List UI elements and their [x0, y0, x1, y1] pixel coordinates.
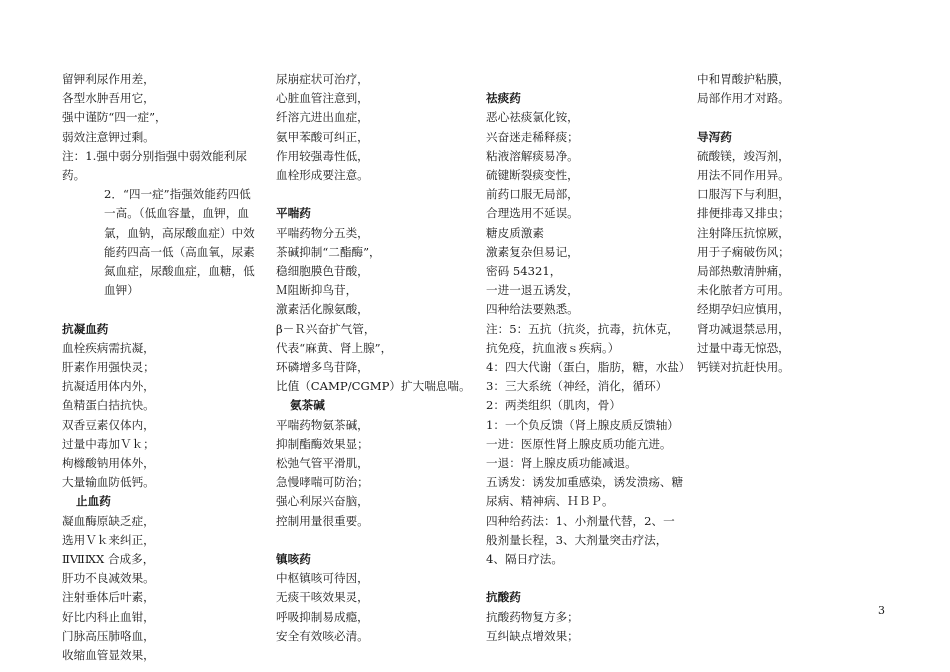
- text-line: 急慢哮喘可防治；: [276, 475, 369, 490]
- text-line: 平喘药物氨茶碱，: [276, 417, 369, 432]
- text-line: 用于子痫破伤风；: [697, 244, 790, 259]
- text-line: 局部作用才对路。: [697, 91, 790, 106]
- text-line: 收缩血管显效果，: [62, 648, 155, 663]
- text-line: 大量输血防低钙。: [62, 475, 155, 490]
- text-line: 硫键断裂痰变性，: [486, 168, 579, 182]
- text-line: 硫酸镁，竣泻剂，: [697, 148, 790, 163]
- text-line: 凝血酶原缺乏症，: [62, 513, 155, 528]
- text-line: Ｍ阻断抑鸟苷，: [276, 283, 358, 298]
- blank-line: [486, 569, 686, 588]
- section-heading: 祛痰药: [486, 91, 521, 106]
- text-line: 用法不同作用异。: [697, 168, 790, 182]
- text-line: 2：两类组织（肌肉，骨）: [486, 398, 621, 413]
- blank-line: [62, 300, 262, 319]
- text-line: 鱼精蛋白拮抗快。: [62, 398, 155, 413]
- text-line: 注射降压抗惊厥，: [697, 225, 790, 240]
- text-line: 代表“麻黄、肾上腺”，: [276, 340, 393, 355]
- text-line: 平喘药物分五类，: [276, 225, 369, 240]
- text-line: 五诱发：诱发加重感染，诱发溃疡、糖尿病、精神病、ＨＢＰ。: [486, 475, 684, 509]
- text-line: 弱效注意钾过剩。: [62, 129, 155, 144]
- text-line: 枸橼酸钠用体外，: [62, 456, 155, 471]
- text-line: 粘液溶解痰易净。: [486, 148, 579, 163]
- text-line: 注：1.强中弱分别指强中弱效能利尿药。: [62, 148, 247, 183]
- blank-line: [486, 70, 686, 89]
- text-line: 一进一退五诱发，: [486, 283, 579, 298]
- text-line: 合理选用不延误。: [486, 206, 579, 221]
- text-line: 心脏血管注意到，: [276, 91, 369, 106]
- text-line: 兴奋迷走稀释痰；: [486, 129, 579, 144]
- text-line: 无痰干咳效果灵，: [276, 590, 369, 605]
- text-line: 密码 54321，: [486, 264, 562, 279]
- text-line: 一进：医原性肾上腺皮质功能亢进。: [486, 436, 672, 451]
- text-line: 注：5：五抗（抗炎，抗毒，抗休克，抗免疫，抗血液ｓ疾病。）: [486, 321, 679, 355]
- text-line: 各型水肿吾用它，: [62, 91, 155, 106]
- text-line: 留钾利尿作用差，: [62, 72, 155, 86]
- text-column-3: [486, 70, 691, 646]
- section-heading: 镇咳药: [276, 552, 311, 567]
- text-column-2: [276, 70, 486, 646]
- section-heading: 氨茶碱: [290, 398, 325, 413]
- text-line: 激素复杂但易记，: [486, 244, 579, 259]
- text-line: 血栓疾病需抗凝，: [62, 340, 155, 355]
- text-line: 过量中毒无惊恐，: [697, 340, 790, 355]
- text-line: 纤溶亢进出血症，: [276, 110, 369, 125]
- text-line: 肝功不良减效果。: [62, 571, 155, 586]
- text-line: 注射垂体后叶素，: [62, 590, 155, 605]
- text-line: 前药口服无局部，: [486, 187, 579, 202]
- section-heading: 抗凝血药: [62, 321, 109, 336]
- section-heading: 抗酸药: [486, 590, 521, 605]
- text-line: 选用Ｖｋ来纠正，: [62, 532, 155, 547]
- text-line: 控制用量很重要。: [276, 513, 369, 528]
- text-line: 2．“四一症”指强效能药四低一高。（低血容量，血钾，血氯，血钠，高尿酸血症）中效能药四高一低（高血氧，尿素氮血症，尿酸血症，血糖，低血钾）: [104, 187, 255, 298]
- text-line: 口服泻下与利胆，: [697, 187, 790, 202]
- text-line: 糖皮质激素: [486, 225, 544, 240]
- text-line: 肾功减退禁忌用，: [697, 321, 790, 336]
- text-line: 稳细胞膜色苷酸，: [276, 264, 369, 279]
- section-heading: 导泻药: [697, 129, 732, 144]
- text-line: 好比内科止血钳，: [62, 609, 155, 624]
- text-line: 强中谨防“四一症”，: [62, 110, 167, 125]
- section-heading: 止血药: [76, 494, 111, 509]
- text-line: 尿崩症状可治疗，: [276, 72, 369, 86]
- text-line: 四种给药法：1、小剂量代替，2、一般剂量长程，3、大剂量突击疗法，4、隔日疗法。: [486, 513, 675, 567]
- section-heading: 平喘药: [276, 206, 311, 221]
- text-line: ⅡⅦⅨⅩ 合成多，: [62, 552, 155, 567]
- text-column-1: [62, 70, 262, 665]
- text-line: 局部热敷清肿痛，: [697, 264, 790, 279]
- text-line: 恶心祛痰氯化铵，: [486, 110, 579, 125]
- text-line: 四种给法要熟悉。: [486, 302, 579, 317]
- text-line: 4：四大代谢（蛋白，脂肪，糖，水盐）: [486, 360, 691, 375]
- text-line: 强心利尿兴奋脑，: [276, 494, 369, 509]
- page-number: 3: [878, 604, 885, 617]
- text-line: 一退：肾上腺皮质功能减退。: [486, 456, 637, 471]
- text-line: 3：三大系统（神经，消化，循环）: [486, 379, 668, 394]
- text-line: 肝素作用强快灵；: [62, 360, 155, 375]
- text-line: 血栓形成要注意。: [276, 168, 369, 183]
- text-line: 环磷增多鸟苷降，: [276, 360, 369, 375]
- text-line: 1：一个负反馈（肾上腺皮质反馈轴）: [486, 417, 679, 432]
- text-line: 茶碱抑制“二酯酶”，: [276, 244, 381, 259]
- text-line: 互纠缺点增效果；: [486, 628, 579, 643]
- text-line: 未化脓者方可用。: [697, 283, 790, 298]
- text-line: 门脉高压肺咯血，: [62, 628, 155, 643]
- text-line: 作用较强毒性低，: [276, 148, 369, 163]
- text-line: 激素活化腺氨酸，: [276, 302, 369, 317]
- text-line: 双香豆素仅体内，: [62, 417, 155, 432]
- text-line: 安全有效咳必清。: [276, 628, 369, 643]
- text-line: 抗凝适用体内外，: [62, 379, 155, 394]
- text-line: 经期孕妇应慎用，: [697, 302, 790, 317]
- text-line: β－Ｒ兴奋扩气管，: [276, 321, 376, 336]
- text-line: 呼吸抑制易成瘾，: [276, 609, 369, 624]
- text-column-4: [697, 70, 807, 377]
- text-line: 抑制酯酶效果显；: [276, 436, 369, 451]
- blank-line: [276, 185, 486, 204]
- text-line: 氨甲苯酸可纠正，: [276, 129, 369, 144]
- text-line: 过量中毒加Ｖｋ；: [62, 436, 155, 451]
- blank-line: [276, 531, 486, 550]
- text-line: 抗酸药物复方多；: [486, 609, 579, 624]
- blank-line: [697, 108, 807, 127]
- text-line: 松弛气管平滑肌，: [276, 456, 369, 471]
- text-line: 中和胃酸护粘膜，: [697, 72, 790, 86]
- text-line: 中枢镇咳可待因，: [276, 571, 369, 586]
- text-line: 比值（CAMP/CGMP）扩大喘息喘。: [276, 379, 471, 394]
- text-line: 钙镁对抗赶快用。: [697, 360, 790, 375]
- text-line: 排便排毒又排虫；: [697, 206, 790, 221]
